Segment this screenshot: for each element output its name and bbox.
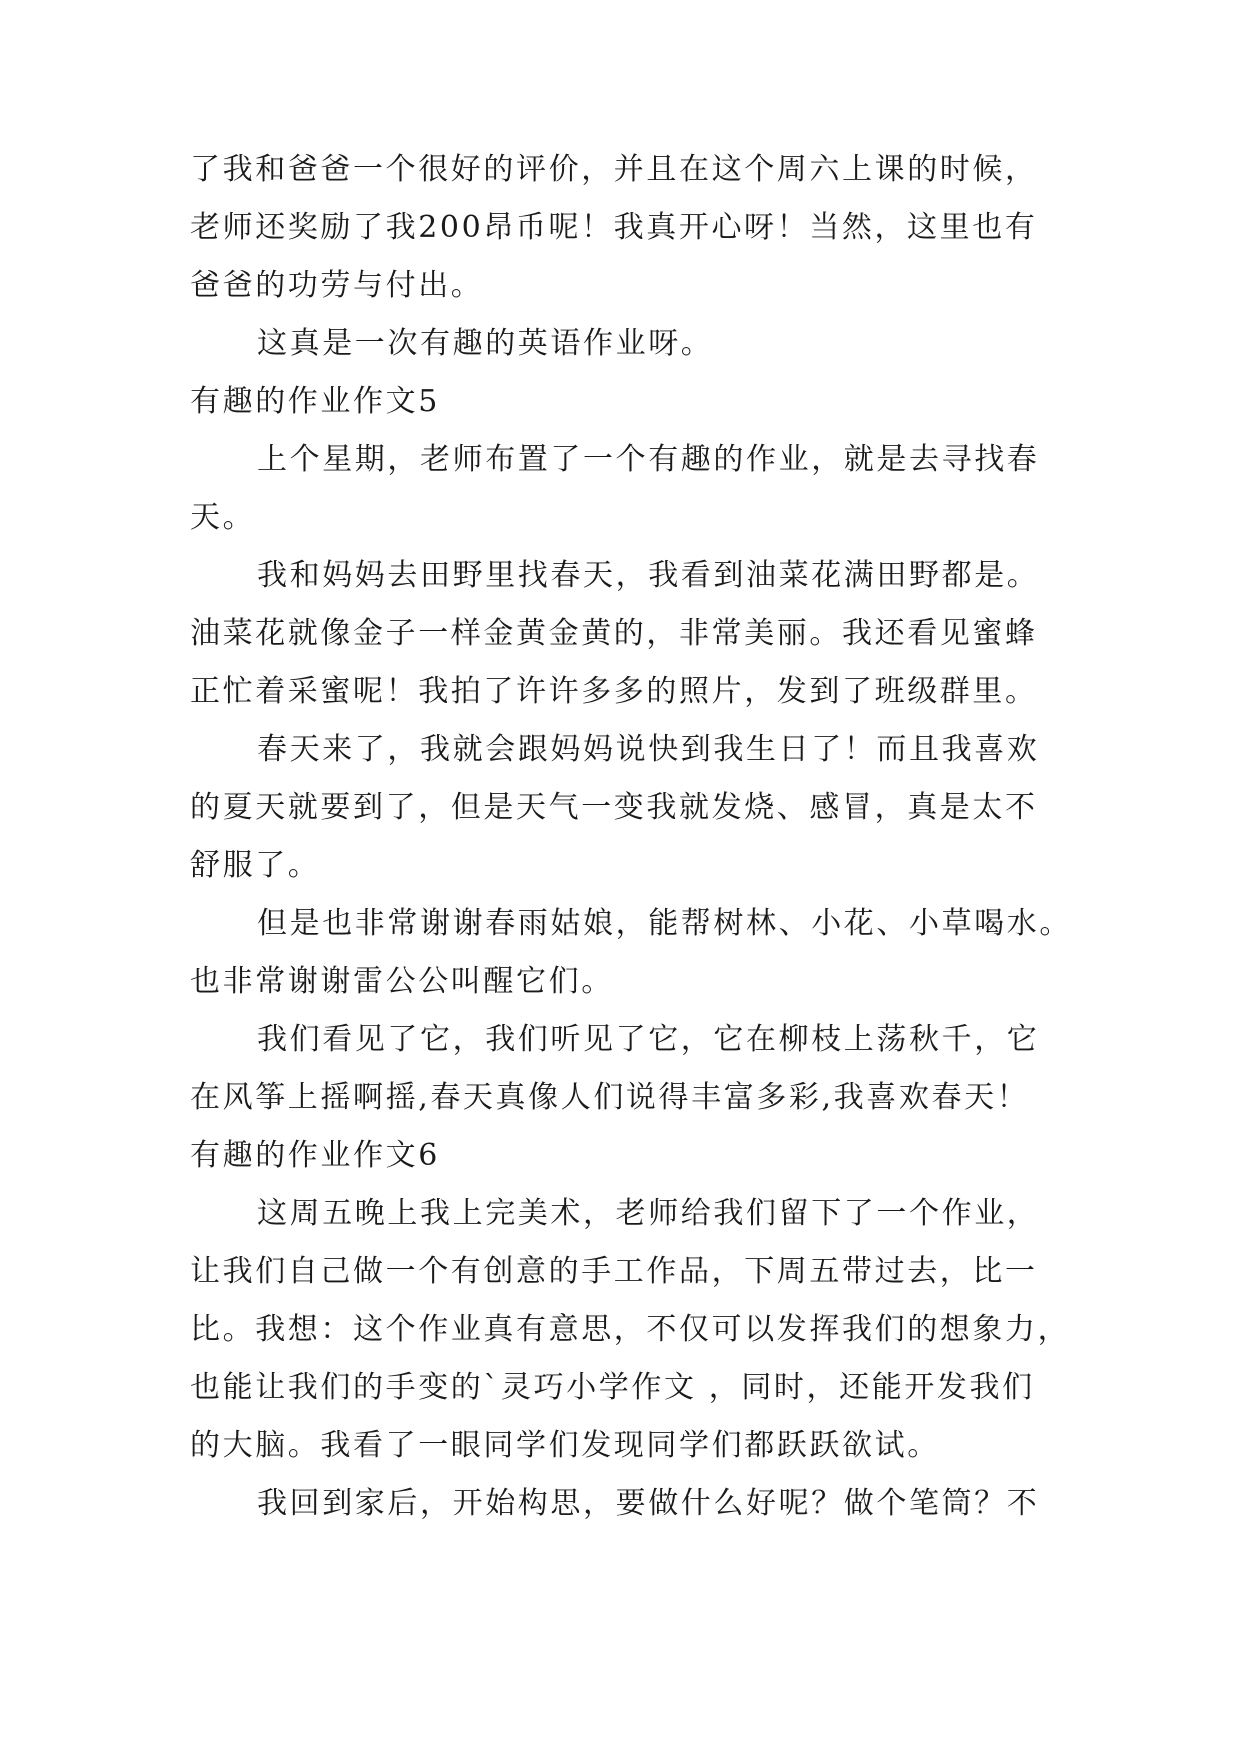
text-line: 也能让我们的手变的`灵巧小学作文 ，同时，还能开发我们 [190, 1370, 1035, 1405]
text-line: 让我们自己做一个有创意的手工作品，下周五带过去，比一 [190, 1254, 1038, 1289]
text-line: 的夏天就要到了，但是天气一变我就发烧、感冒，真是太不 [190, 790, 1038, 825]
text-line: 了我和爸爸一个很好的评价，并且在这个周六上课的时候， [190, 152, 1038, 187]
section-heading: 有趣的作业作文5 [190, 384, 440, 419]
text-line: 这周五晚上我上完美术，老师给我们留下了一个作业， [257, 1196, 1040, 1231]
section-heading: 有趣的作业作文6 [190, 1138, 440, 1173]
text-line: 舒服了。 [190, 848, 321, 883]
text-line: 上个星期，老师布置了一个有趣的作业，就是去寻找春 [257, 442, 1040, 477]
text-line: 我和妈妈去田野里找春天，我看到油菜花满田野都是。 [257, 558, 1040, 593]
text-line: 也非常谢谢雷公公叫醒它们。 [190, 964, 614, 999]
text-line: 春天来了，我就会跟妈妈说快到我生日了！而且我喜欢 [257, 732, 1040, 767]
text-line: 但是也非常谢谢春雨姑娘，能帮树林、小花、小草喝水。 [257, 906, 1072, 941]
text-line: 比。我想：这个作业真有意思，不仅可以发挥我们的想象力， [190, 1312, 1071, 1347]
text-line: 我们看见了它，我们听见了它，它在柳枝上荡秋千，它 [257, 1022, 1040, 1057]
text-line: 在风筝上摇啊摇,春天真像人们说得丰富多彩,我喜欢春天！ [190, 1080, 1030, 1115]
text-line: 油菜花就像金子一样金黄金黄的，非常美丽。我还看见蜜蜂 [190, 616, 1038, 651]
text-line: 正忙着采蜜呢！我拍了许许多多的照片，发到了班级群里。 [190, 674, 1038, 709]
text-line: 的大脑。我看了一眼同学们发现同学们都跃跃欲试。 [190, 1428, 940, 1463]
text-line: 我回到家后，开始构思，要做什么好呢？做个笔筒？不 [257, 1486, 1040, 1521]
text-line: 爸爸的功劳与付出。 [190, 268, 484, 303]
text-line: 这真是一次有趣的英语作业呀。 [257, 326, 714, 361]
text-line: 老师还奖励了我200昂币呢！我真开心呀！当然，这里也有 [190, 210, 1038, 245]
text-line: 天。 [190, 500, 256, 535]
